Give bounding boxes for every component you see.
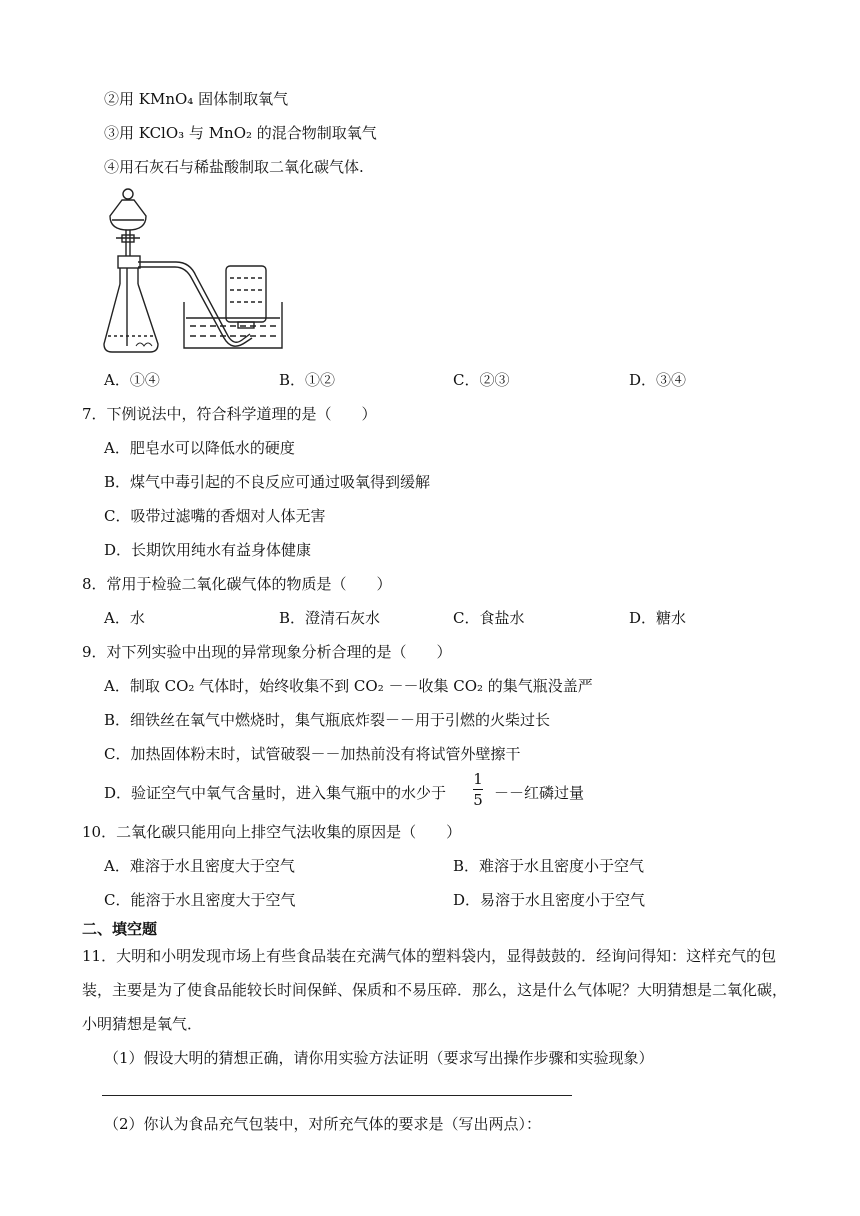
q11-stem-line-3: 小明猜想是氧气． <box>82 1015 203 1033</box>
q6-option-c[interactable]: C．②③ <box>453 371 510 389</box>
q7-option-c[interactable]: C．吸带过滤嘴的香烟对人体无害 <box>104 507 326 525</box>
q9-option-c[interactable]: C．加热固体粉末时，试管破裂－－加热前没有将试管外壁擦干 <box>104 745 521 763</box>
q11-part-1: （1）假设大明的猜想正确，请你用实验方法证明（要求写出操作步骤和实验现象） <box>104 1049 654 1067</box>
q6-option-a[interactable]: A．①④ <box>104 371 160 389</box>
q9-option-d-text-post: －－红磷过量 <box>494 784 585 802</box>
answer-blank-line[interactable] <box>102 1095 572 1096</box>
q11-stem-line-2: 装，主要是为了使食品能较长时间保鲜、保质和不易压碎．那么，这是什么气体呢？大明猜想是二氧化碳， <box>82 981 788 999</box>
q9-option-b[interactable]: B．细铁丝在氧气中燃烧时，集气瓶底炸裂－－用于引燃的火柴过长 <box>104 711 551 729</box>
q9-option-d-text-pre: D．验证空气中氧气含量时，进入集气瓶中的水少于 <box>104 784 447 802</box>
q11-part-2: （2）你认为食品充气包装中，对所充气体的要求是（写出两点）： <box>104 1115 542 1133</box>
q10-stem: 10．二氧化碳只能用向上排空气法收集的原因是（ ） <box>82 823 462 841</box>
fraction-numerator: 1 <box>473 770 483 788</box>
q6-item-3: ③用 KClO₃ 与 MnO₂ 的混合物制取氧气 <box>104 124 377 142</box>
q7-option-a[interactable]: A．肥皂水可以降低水的硬度 <box>104 439 295 457</box>
q10-option-d[interactable]: D．易溶于水且密度小于空气 <box>453 891 646 909</box>
q9-stem: 9．对下列实验中出现的异常现象分析合理的是（ ） <box>82 643 452 661</box>
q6-option-b[interactable]: B．①② <box>279 371 336 389</box>
q9-option-a[interactable]: A．制取 CO₂ 气体时，始终收集不到 CO₂ －－收集 CO₂ 的集气瓶没盖严 <box>104 677 593 695</box>
section-title: 二、填空题 <box>82 920 158 938</box>
q9-option-d[interactable] <box>104 783 446 803</box>
q10-option-a[interactable]: A．难溶于水且密度大于空气 <box>104 857 295 875</box>
gas-collection-apparatus-figure <box>100 186 290 358</box>
fraction-bar <box>473 789 483 790</box>
q7-option-b[interactable]: B．煤气中毒引起的不良反应可通过吸氧得到缓解 <box>104 473 431 491</box>
q10-option-b[interactable]: B．难溶于水且密度小于空气 <box>453 857 645 875</box>
q7-option-d[interactable]: D．长期饮用纯水有益身体健康 <box>104 541 312 559</box>
q11-stem-line-1: 11．大明和小明发现市场上有些食品装在充满气体的塑料袋内，显得鼓鼓的．经询问得知：这样充气的包 <box>82 947 777 965</box>
q8-stem: 8．常用于检验二氧化碳气体的物质是（ ） <box>82 575 392 593</box>
fraction-one-fifth <box>470 771 486 808</box>
q7-stem: 7．下例说法中，符合科学道理的是（ ） <box>82 405 377 423</box>
q10-option-c[interactable]: C．能溶于水且密度大于空气 <box>104 891 296 909</box>
q8-option-b[interactable]: B．澄清石灰水 <box>279 609 381 627</box>
q6-option-d[interactable]: D．③④ <box>629 371 687 389</box>
q6-item-2: ②用 KMnO₄ 固体制取氧气 <box>104 90 289 108</box>
q6-item-4: ④用石灰石与稀盐酸制取二氧化碳气体. <box>104 158 364 176</box>
q8-option-d[interactable]: D．糖水 <box>629 609 687 627</box>
q8-option-c[interactable]: C．食盐水 <box>453 609 525 627</box>
fraction-denominator: 5 <box>473 791 483 809</box>
q8-option-a[interactable]: A．水 <box>104 609 145 627</box>
